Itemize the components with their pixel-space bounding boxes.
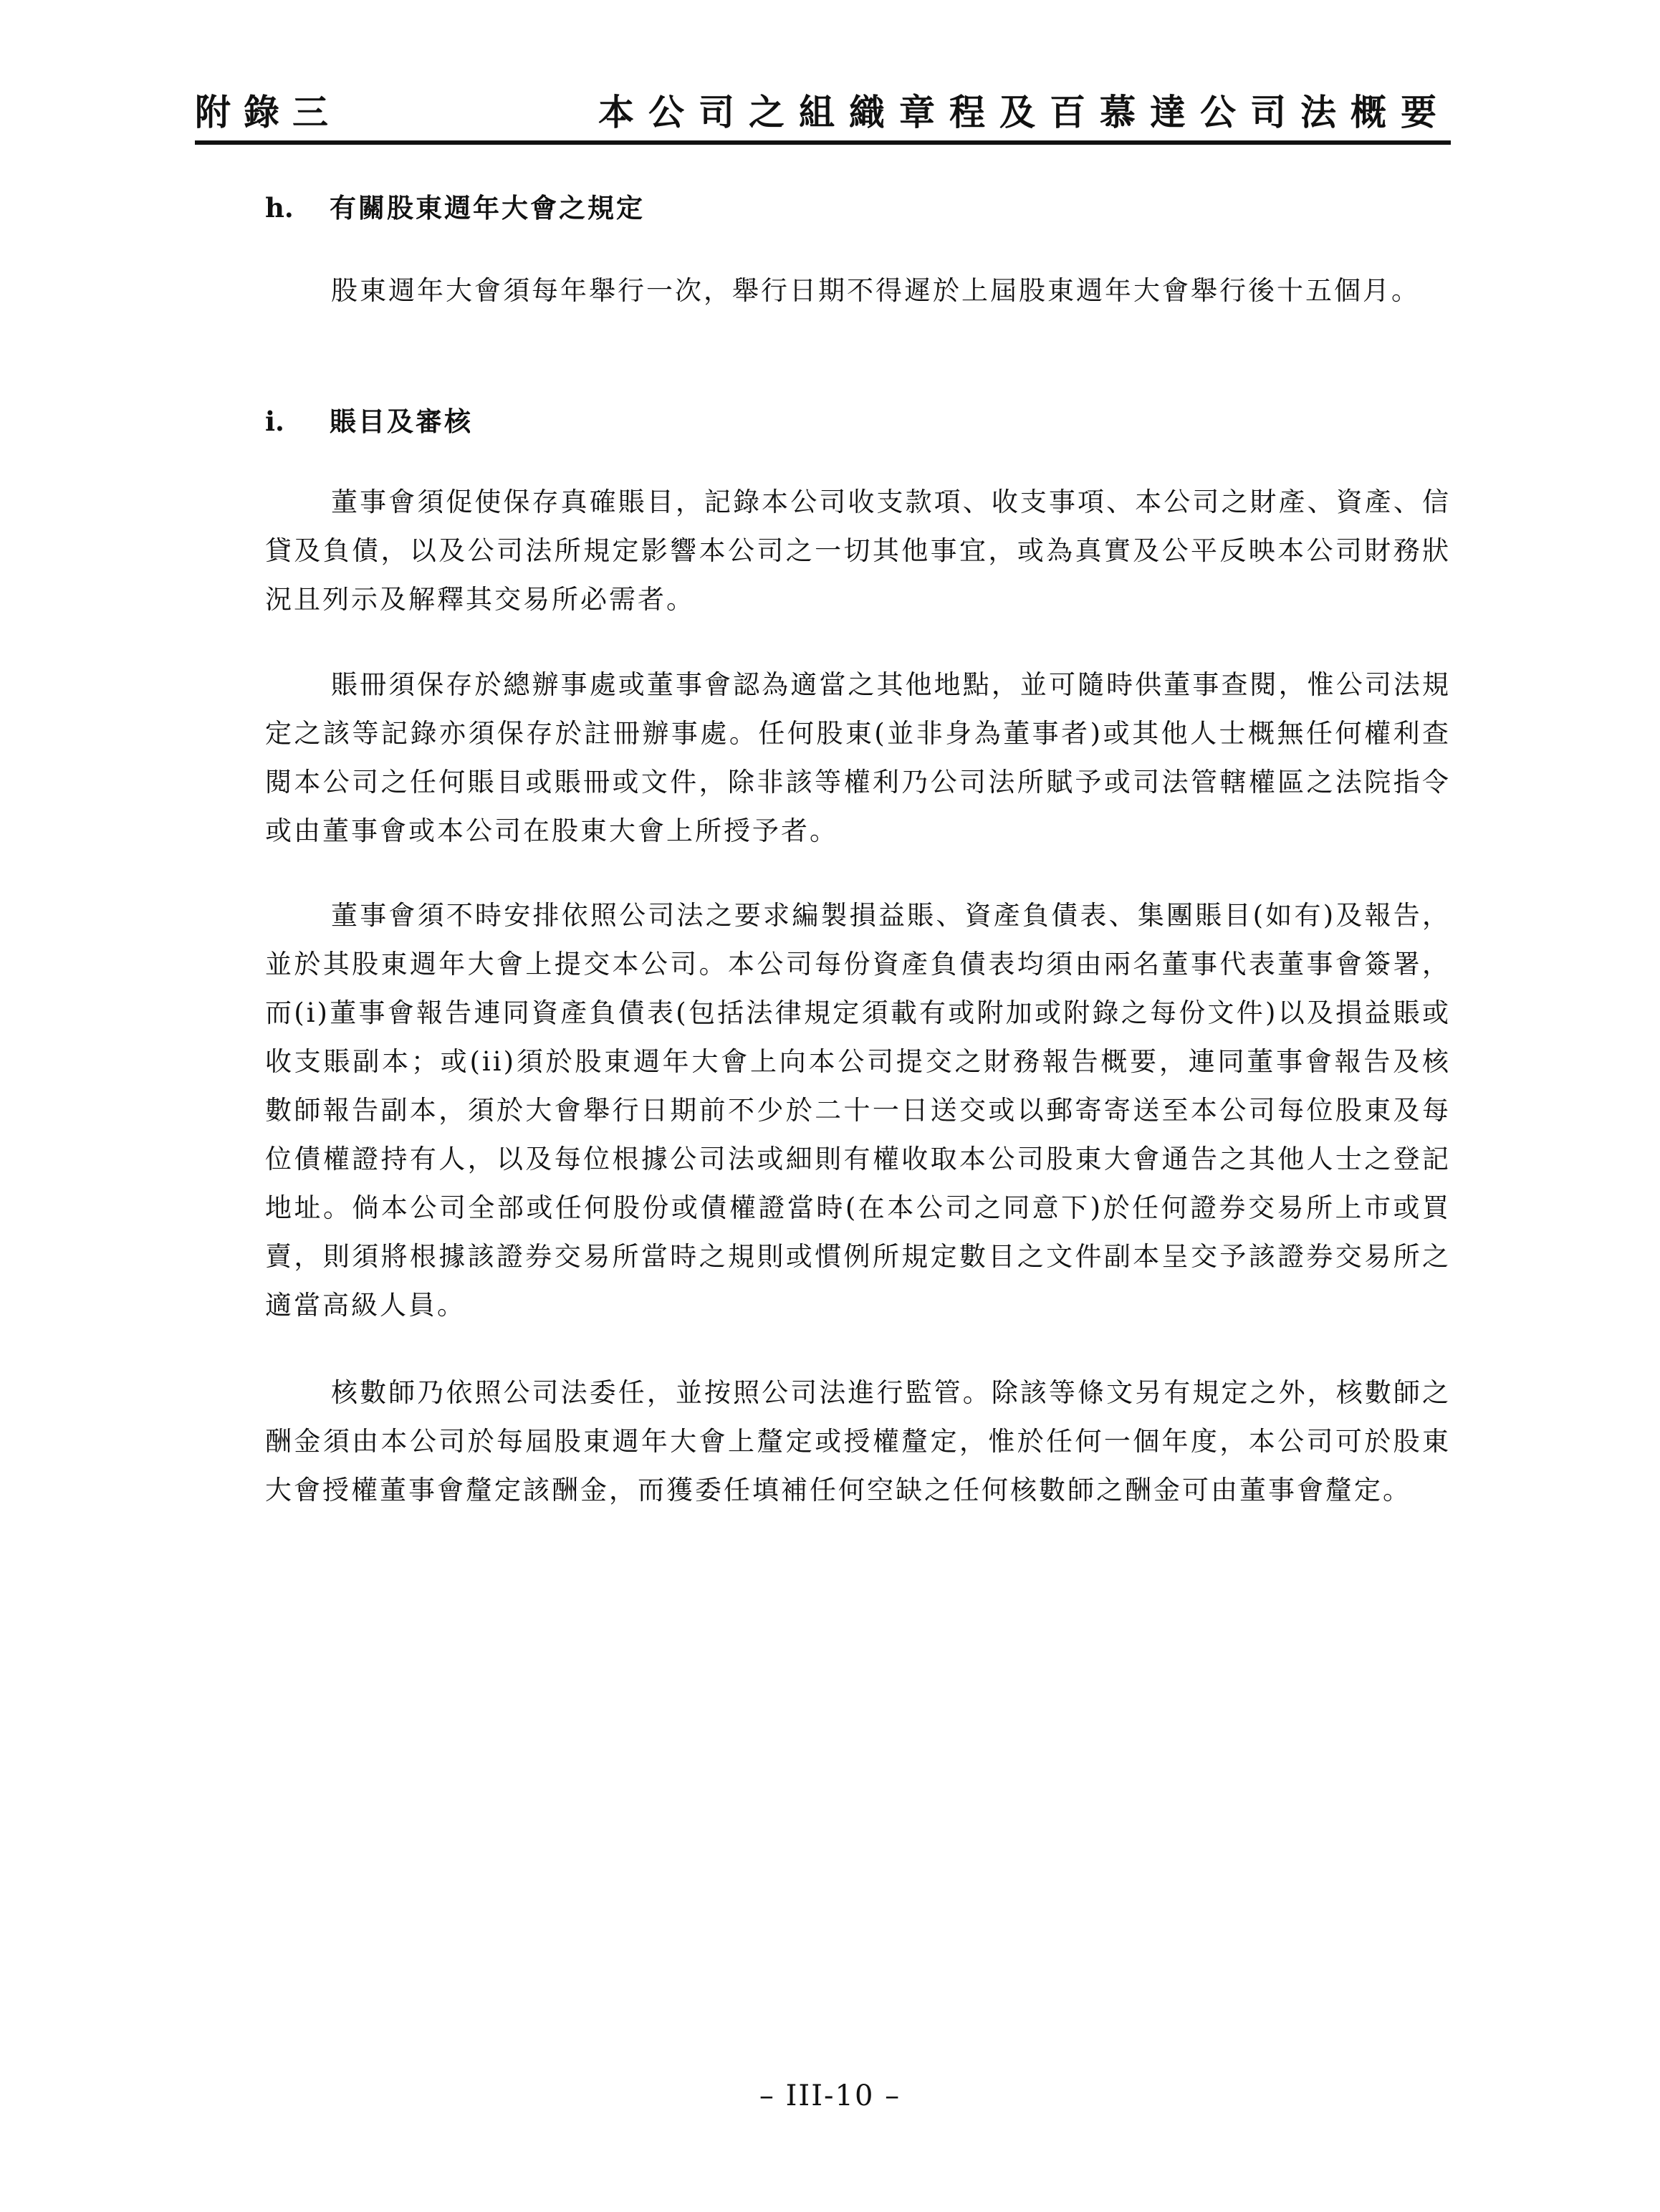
- section-i-paragraph-4: 核數師乃依照公司法委任，並按照公司法進行監管。除該等條文另有規定之外，核數師之酬金須由本公司於每屆股東週年大會上釐定或授權釐定，惟於任何一個年度，本公司可於股東大會授權董事會釐定該酬金，而獲委任填補任何空缺之任何核數師之酬金可由董事會釐定。: [265, 1377, 1451, 1505]
- section-h-title: 有關股東週年大會之規定: [330, 192, 645, 224]
- header-rule: [195, 140, 1451, 145]
- page-header: [195, 87, 1451, 145]
- section-h-paragraph-1: 股東週年大會須每年舉行一次，舉行日期不得遲於上屆股東週年大會舉行後十五個月。: [331, 275, 1420, 306]
- section-h-letter: h.: [265, 192, 294, 224]
- header-appendix-label: 附錄三: [195, 91, 341, 133]
- section-i-paragraph-2: 賬冊須保存於總辦事處或董事會認為適當之其他地點，並可隨時供董事查閱，惟公司法規定之該等記錄亦須保存於註冊辦事處。任何股東(並非身為董事者)或其他人士概無任何權利查閱本公司之任何賬目或賬冊或文件，除非該等權利乃公司法所賦予或司法管轄權區之法院指令或由董事會或本公司在股東大會上所授予者。: [265, 669, 1451, 846]
- section-i-title: 賬目及審核: [330, 406, 473, 437]
- header-document-title: 本公司之組織章程及百慕達公司法概要: [598, 91, 1451, 133]
- section-i-paragraph-3: 董事會須不時安排依照公司法之要求編製損益賬、資產負債表、集團賬目(如有)及報告，並於其股東週年大會上提交本公司。本公司每份資產負債表均須由兩名董事代表董事會簽署，而(i)董事會報告連同資產負債表(包括法律規定須載有或附加或附錄之每份文件)以及損益賬或收支賬副本；或(ii)須於股東週年大會上向本公司提交之財務報告概要，連同董事會報告及核數師報告副本，須於大會舉行日期前不少於二十一日送交或以郵寄寄送至本公司每位股東及每位債權證持有人，以及每位根據公司法或細則有權收取本公司股東大會通告之其他人士之登記地址。倘本公司全部或任何股份或債權證當時(在本公司之同意下)於任何證券交易所上市或買賣，則須將根據該證券交易所當時之規則或慣例所規定數目之文件副本呈交予該證券交易所之適當高級人員。: [265, 900, 1451, 1321]
- section-i-paragraph-1: 董事會須促使保存真確賬目，記錄本公司收支款項、收支事項、本公司之財產、資產、信貸及負債，以及公司法所規定影響本公司之一切其他事宜，或為真實及公平反映本公司財務狀況且列示及解釋其交易所必需者。: [265, 487, 1451, 615]
- page-number: – III-10 –: [759, 2079, 901, 2112]
- section-i-letter: i.: [265, 406, 284, 437]
